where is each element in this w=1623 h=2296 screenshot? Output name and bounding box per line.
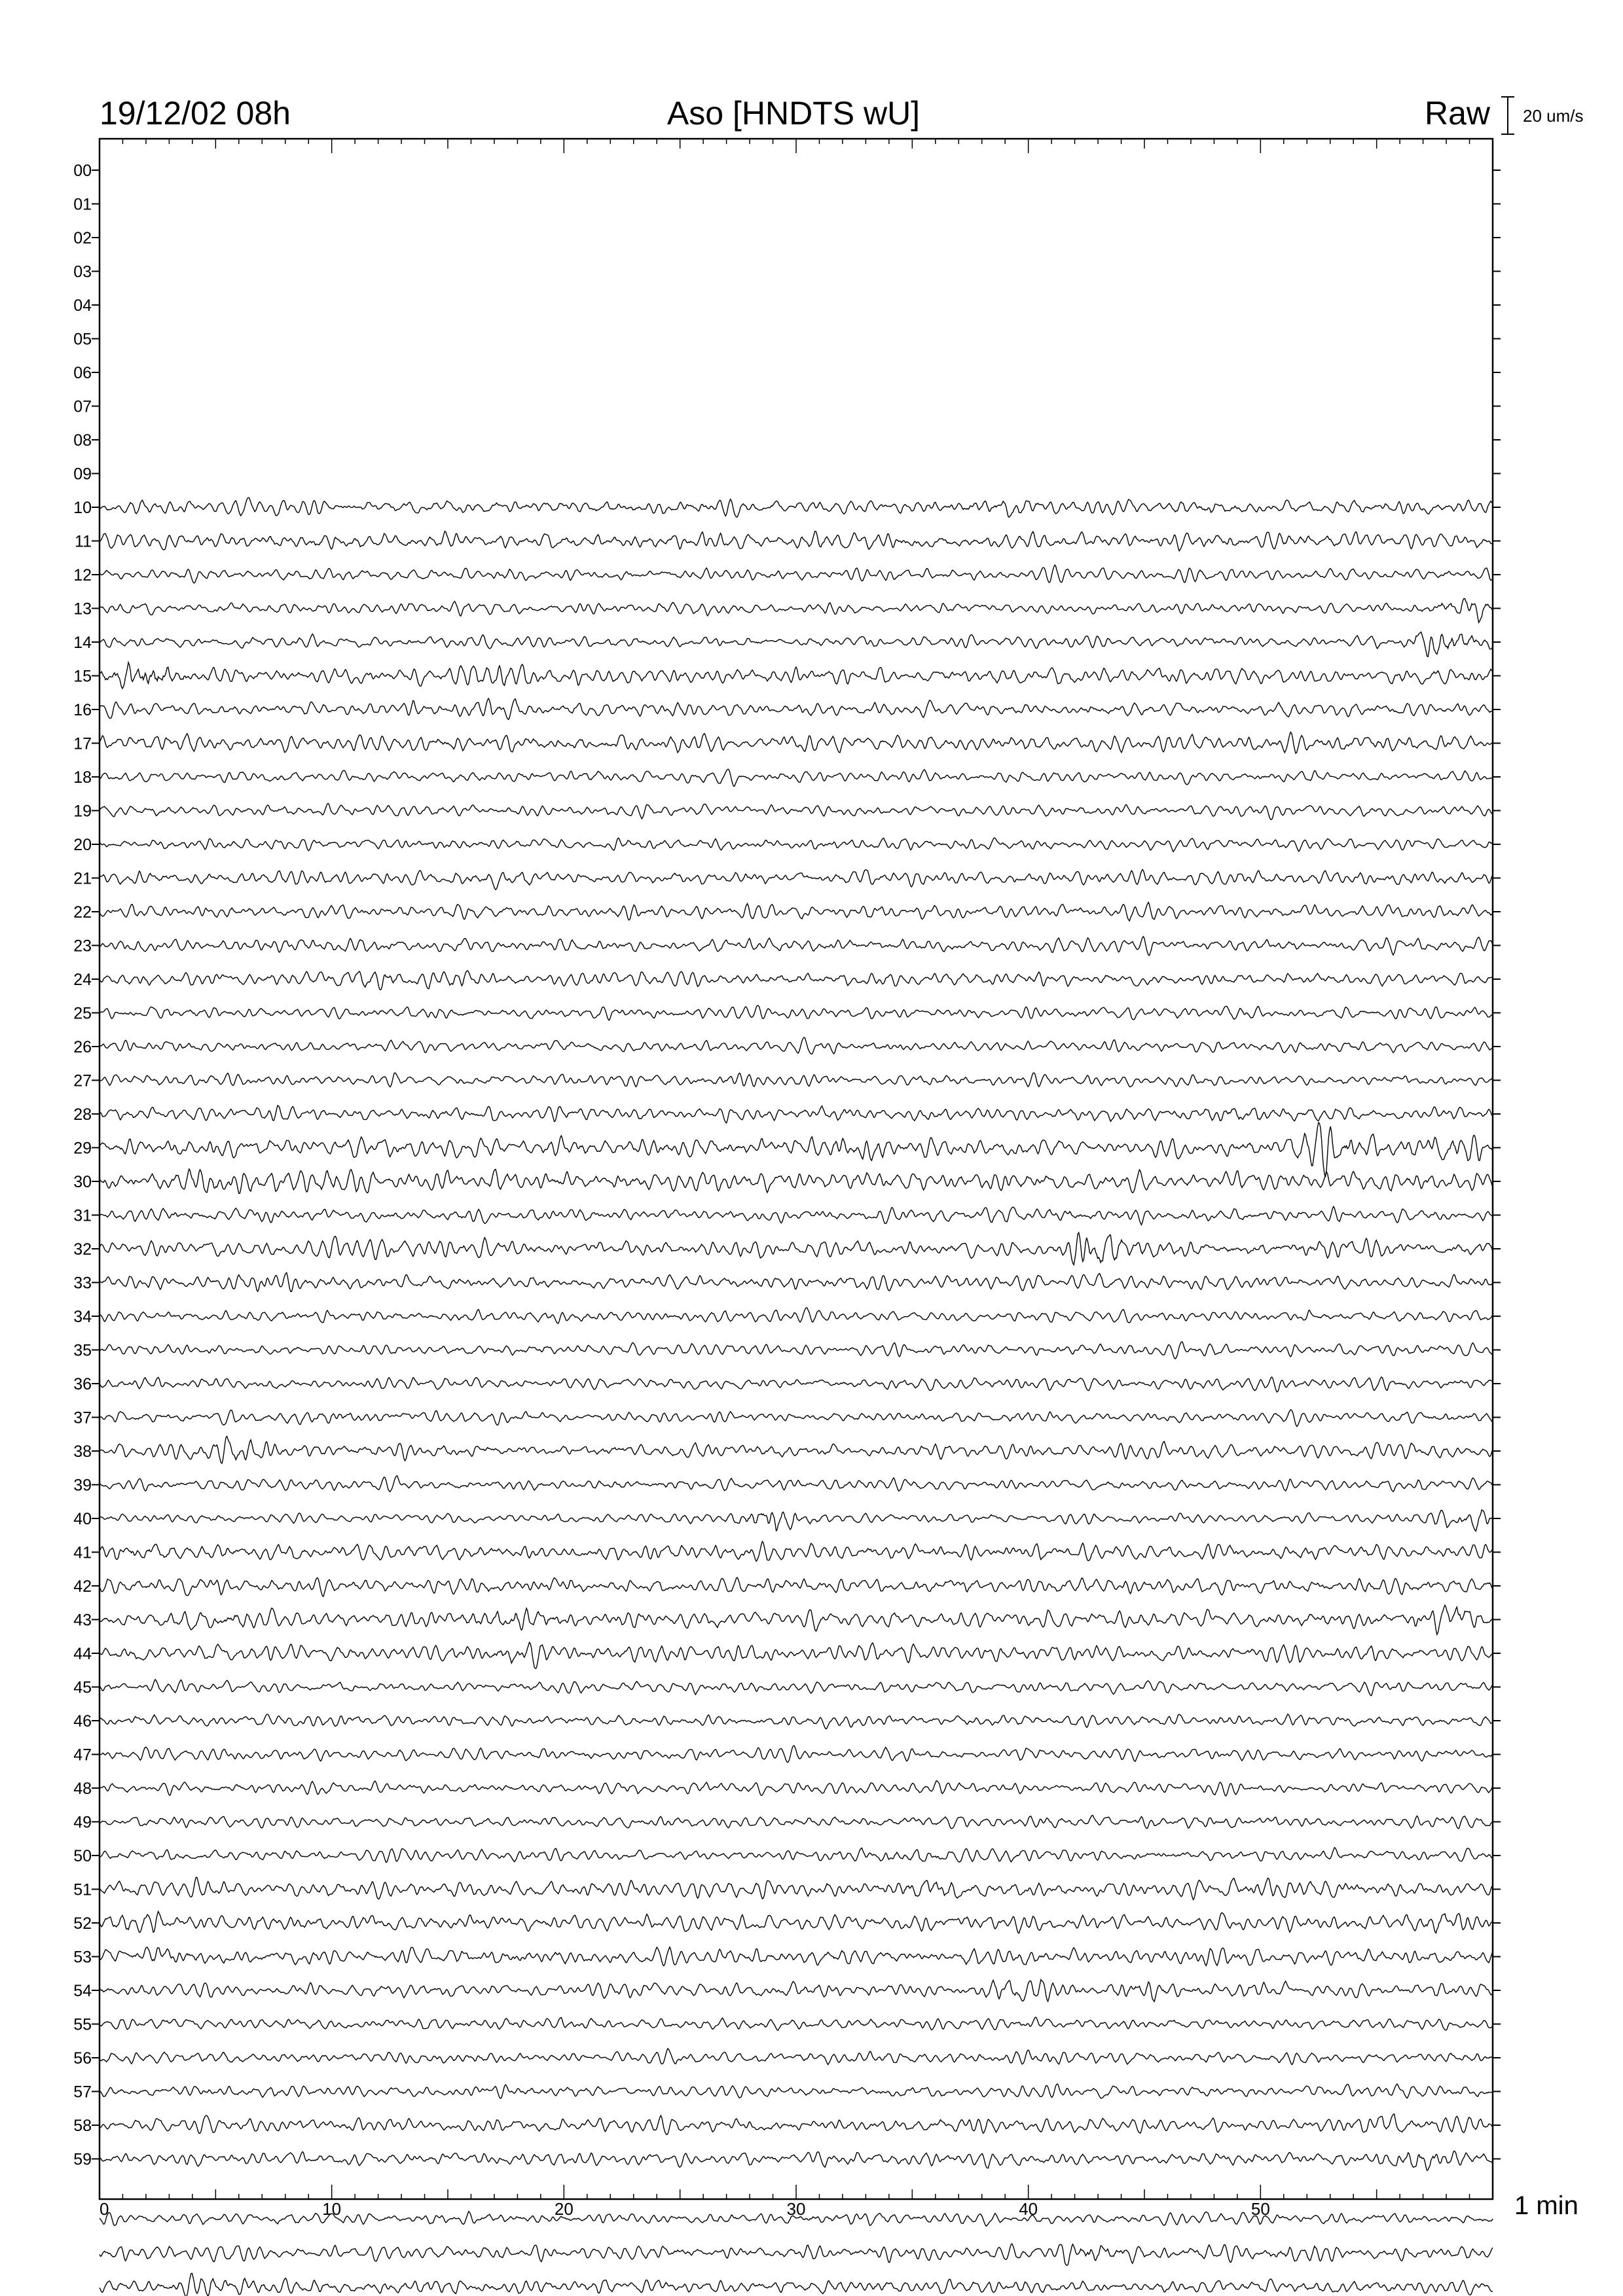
row-label: 30 [73,1173,92,1191]
row-label: 09 [73,465,92,484]
trace-line [100,2151,1493,2171]
trace-line [100,662,1493,689]
row-label: 49 [73,1813,92,1832]
trace-line [100,1605,1493,1635]
row-label: 44 [73,1645,92,1663]
trace-line [100,1714,1493,1729]
row-label: 22 [73,903,92,922]
trace-line [100,1273,1493,1292]
row-label: 27 [73,1071,92,1090]
row-label: 53 [73,1948,92,1967]
trace-line [100,531,1493,551]
trace-line [100,1877,1493,1899]
row-label: 14 [73,634,92,652]
trace-line [100,1816,1493,1829]
row-label: 28 [73,1105,92,1124]
trace-line [100,1436,1493,1463]
row-label: 13 [73,600,92,619]
row-label: 31 [73,1206,92,1225]
trace-line [100,1377,1493,1392]
row-label: 42 [73,1577,92,1596]
trace-line [100,698,1493,719]
row-label: 51 [73,1880,92,1899]
trace-line [100,565,1493,583]
row-label: 23 [73,937,92,956]
row-label: 08 [73,431,92,450]
row-label: 19 [73,802,92,821]
trace-line [100,838,1493,852]
seismic-traces [100,497,1493,2296]
trace-line [100,1679,1493,1696]
trace-line [100,1232,1493,1265]
row-label: 40 [73,1510,92,1528]
row-label: 02 [73,229,92,247]
row-label: 48 [73,1780,92,1798]
mode-label: Raw [1424,95,1490,132]
trace-line [100,1980,1493,2002]
row-label: 21 [73,869,92,888]
trace-line-overflow [100,2244,1493,2265]
x-tick-label: 10 [322,2199,342,2219]
trace-line [100,632,1493,657]
x-tick-label: 20 [554,2199,574,2219]
row-label: 17 [73,734,92,753]
trace-line [100,937,1493,956]
trace-line [100,804,1493,820]
row-label: 47 [73,1746,92,1765]
row-label: 29 [73,1139,92,1158]
row-label: 05 [73,330,92,349]
x-unit-label: 1 min [1514,2191,1578,2220]
trace-line [100,732,1493,754]
trace-line [100,1510,1493,1532]
row-label: 26 [73,1038,92,1056]
x-tick-label: 40 [1019,2199,1038,2219]
row-label: 52 [73,1914,92,1933]
row-label: 33 [73,1274,92,1293]
row-label: 16 [73,701,92,719]
trace-line [100,1169,1493,1193]
row-label: 15 [73,667,92,686]
trace-line [100,497,1493,517]
row-label: 54 [73,1982,92,2000]
trace-line [100,1342,1493,1359]
row-label: 55 [73,2015,92,2034]
trace-line [100,1476,1493,1492]
row-label: 46 [73,1712,92,1731]
row-label: 00 [73,162,92,180]
trace-line [100,769,1493,786]
trace-line [100,1541,1493,1561]
x-tick-label: 50 [1250,2199,1270,2219]
trace-line [100,1005,1493,1020]
trace-line [100,1410,1493,1427]
trace-line [100,2049,1493,2065]
trace-line [100,1642,1493,1668]
row-label: 25 [73,1004,92,1023]
row-label: 37 [73,1408,92,1427]
row-label: 35 [73,1341,92,1360]
row-label: 18 [73,768,92,787]
row-label: 04 [73,296,92,315]
trace-line [100,1746,1493,1762]
trace-line [100,599,1493,623]
trace-line [100,2084,1493,2098]
row-label: 58 [73,2117,92,2135]
trace-line [100,2114,1493,2135]
row-label: 56 [73,2049,92,2068]
trace-line [100,1848,1493,1863]
row-label: 20 [73,836,92,854]
row-labels [73,162,92,2169]
trace-line [100,1037,1493,1054]
row-label: 03 [73,262,92,281]
row-label: 50 [73,1847,92,1865]
row-label: 41 [73,1543,92,1562]
trace-line [100,1911,1493,1933]
row-label: 43 [73,1611,92,1630]
chart-header [100,95,1584,134]
row-label: 06 [73,364,92,382]
trace-line [100,1781,1493,1796]
amplitude-scale-bar [1501,97,1584,134]
trace-line [100,1122,1493,1177]
x-tick-labels [100,2199,1270,2219]
row-label: 07 [73,397,92,416]
x-tick-label: 30 [786,2199,806,2219]
row-label: 10 [73,499,92,517]
plot-frame [100,139,1493,2199]
row-label: 38 [73,1443,92,1461]
trace-line-overflow [100,2273,1493,2296]
trace-line [100,1947,1493,1966]
trace-line [100,1577,1493,1596]
trace-line [100,903,1493,921]
row-label: 12 [73,566,92,584]
row-label: 01 [73,195,92,214]
trace-line [100,1308,1493,1323]
row-label: 11 [75,532,92,551]
scale-label: 20 um/s [1523,106,1584,126]
date-hour-label: 19/12/02 08h [100,95,291,132]
row-label: 24 [73,971,92,989]
axis-ticks [92,139,1501,2199]
trace-line [100,971,1493,990]
trace-line [100,870,1493,890]
row-label: 45 [73,1678,92,1697]
station-title: Aso [HNDTS wU] [666,95,921,132]
row-label: 57 [73,2083,92,2102]
trace-line [100,1206,1493,1225]
row-label: 59 [73,2150,92,2169]
row-label: 34 [73,1308,92,1326]
trace-line [100,2017,1493,2030]
x-tick-label: 0 [100,2199,109,2219]
trace-line [100,1073,1493,1087]
row-label: 32 [73,1240,92,1259]
row-label: 39 [73,1476,92,1495]
row-label: 36 [73,1375,92,1393]
trace-line [100,1105,1493,1123]
